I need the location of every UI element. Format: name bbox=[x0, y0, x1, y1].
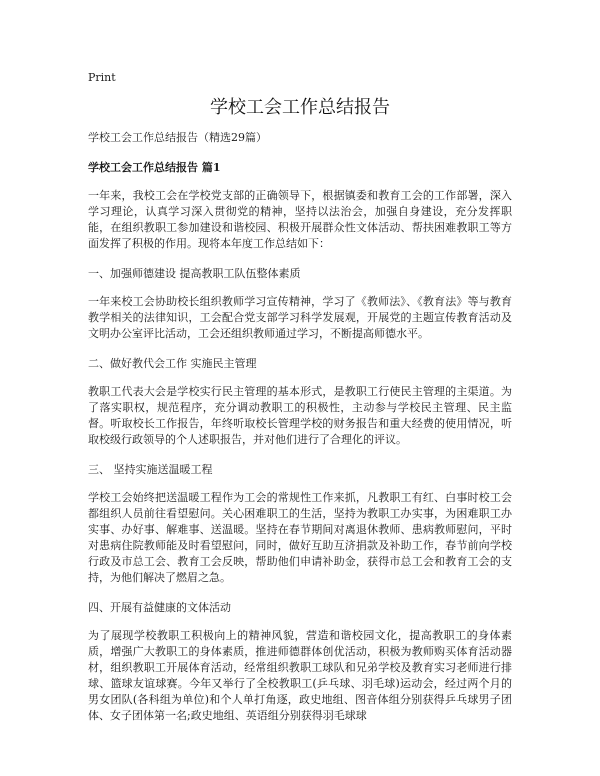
part-heading: 学校工会工作总结报告 篇1 bbox=[88, 161, 221, 174]
section-heading-1: 一、加强师德建设 提高教职工队伍整体素质 bbox=[88, 267, 301, 280]
page-title: 学校工会工作总结报告 bbox=[210, 97, 390, 118]
paragraph-section-2: 教职工代表大会是学校实行民主管理的基本形式，是教职工行使民主管理的主渠道。为了落实职权，规范程序，充分调动教职工的积极性，主动参与学校民主管理、民主监督。听取校长工作报告，年终听取校长管理学校的财务报告和重大经费的使用情况，听取校级行政领导的个人述职报告，并对他们进行了合理化的评议。 bbox=[88, 385, 512, 446]
paragraph-section-4: 为了展现学校教职工积极向上的精神风貌，营造和谐校园文化，提高教职工的身体素质，增强广大教职工的身体素质，推进师德群体创优活动，积极为教师购买体育活动器材，组织教职工开展体育活动，经常组织教职工球队和兄弟学校及教育实习老师进行排球、篮球友谊球赛。今年又举行了全校教职工(乒乓球、羽毛球)运动会，经过两个月的男女团队(各科组为单位)和个人单打角逐，政史地组、图音体组分别获得乒乓球男子团体、女子团体第一名;政史地组、英语组分别获得羽毛球球 bbox=[88, 629, 512, 722]
document-subtitle: 学校工会工作总结报告（精选29篇） bbox=[88, 131, 267, 144]
paragraph-intro: 一年来，我校工会在学校党支部的正确领导下，根据镇委和教育工会的工作部署，深入学习理论，认真学习深入贯彻党的精神，坚持以法治会，加强自身建设，充分发挥职能，在组织教职工参加建设和谐校园、积极开展群众性文体活动、帮扶困难教职工等方面发挥了积极的作用。现将本年度工作总结如下： bbox=[88, 189, 512, 250]
document-body bbox=[88, 130, 512, 738]
paragraph-section-1: 一年来校工会协助校长组织教师学习宣传精神，学习了《教师法》、《教育法》等与教育教学相关的法律知识，工会配合党支部学习科学发展观，开展党的主题宣传教育活动及文明办公室评比活动，工会还组织教师通过学习，不断提高师德水平。 bbox=[88, 295, 512, 340]
paragraph-section-3: 学校工会始终把送温暖工程作为工会的常规性工作来抓，凡教职工有红、白事时校工会都组织人员前往看望慰问。关心困难职工的生活，坚持为教职工办实事，为困难职工办实事、办好事、解难事、送温暖。坚持在春节期间对离退休教师、患病教师慰问，平时对患病住院教师能及时看望慰问，同时，做好互助互济捐款及补助工作，春节前向学校行政及市总工会、教育工会反映，帮助他们申请补助金，获得市总工会和教育工会的支持，为他们解决了燃眉之急。 bbox=[88, 491, 512, 584]
section-heading-4: 四、开展有益健康的文体活动 bbox=[88, 601, 231, 614]
print-label[interactable]: Print bbox=[88, 71, 116, 84]
section-heading-3: 三、 坚持实施送温暖工程 bbox=[88, 463, 213, 476]
section-heading-2: 二、做好教代会工作 实施民主管理 bbox=[88, 357, 257, 370]
